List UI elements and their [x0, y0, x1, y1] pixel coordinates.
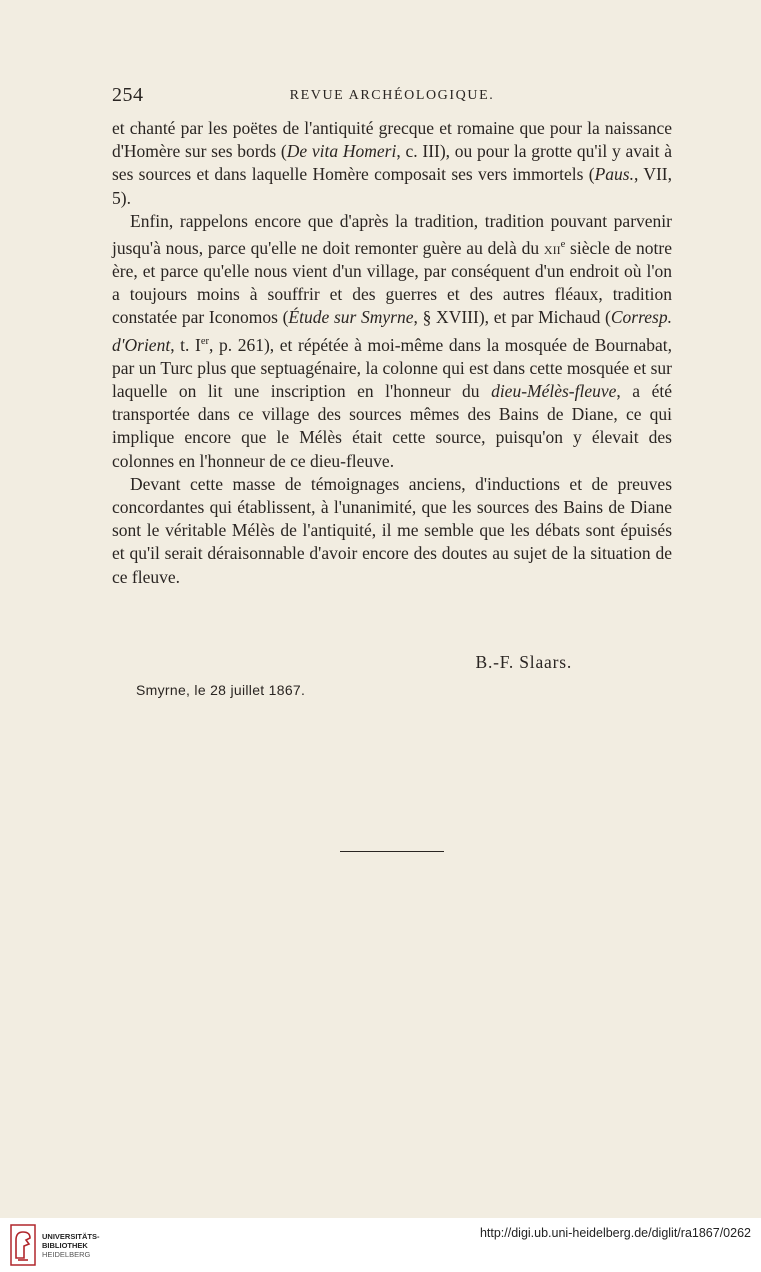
superscript: er [200, 335, 210, 347]
superscript: e [560, 239, 566, 251]
paragraph [112, 473, 672, 589]
author-signature: B.-F. Slaars. [475, 652, 572, 672]
library-name-line: UNIVERSITÄTS- [42, 1232, 100, 1241]
viewer-footer [0, 1218, 761, 1272]
italic-citation: dieu-Mélès-fleuve [491, 380, 617, 401]
text-run: siècle de notre ère, et parce qu'elle nous vient d'un village, par conséquent d'un endroit où l'on a toujours moins à souffrir et des guerres et des autres fléaux, tradition constatée par Iconomos ( [112, 237, 672, 328]
text-run: , § XVIII), et par Michaud ( [413, 307, 611, 328]
section-rule [340, 851, 444, 852]
library-city: HEIDELBERG [42, 1250, 91, 1259]
text-run: , a été transportée dans ce village des sources mêmes des Bains de Diane, ce qui implique encore que le Mélès était cette source, puisqu'on y élevait des colonnes en l'honneur de ce dieu-fleuve. [112, 380, 672, 471]
library-name-line: BIBLIOTHEK [42, 1241, 88, 1250]
small-caps-numeral: xii [543, 237, 561, 258]
paragraph [112, 117, 672, 210]
heidelberg-lion-icon[interactable] [10, 1224, 36, 1266]
text-run: et chanté par les poëtes de l'antiquité grecque et romaine que pour la naissance d'Homère sur ses bords ( [112, 118, 672, 162]
library-logo-text[interactable] [42, 1232, 100, 1259]
page-header [112, 84, 672, 110]
place-date: Smyrne, le 28 juillet 1867. [136, 682, 306, 698]
italic-citation: Étude sur Smyrne [288, 307, 414, 328]
text-run: , t. I [170, 334, 201, 355]
italic-citation: Corresp. d'Orient [112, 307, 672, 355]
italic-citation: Paus. [594, 164, 634, 185]
text-run: , p. 261), et répétée à moi-même dans la mosquée de Bournabat, par un Turc plus que septuagénaire, la colonne qui est dans cette mosquée et sur laquelle on lit une inscription en l'honneur du [112, 334, 672, 401]
text-run: , c. III), ou pour la grotte qu'il y avait à ses sources et dans laquelle Homère composait ses vers immortels ( [112, 141, 672, 185]
text-run: Enfin, rappelons encore que d'après la tradition, tradition pouvant parvenir jusqu'à nous, parce qu'elle ne doit remonter guère au delà du [112, 210, 672, 258]
italic-citation: De vita Homeri [286, 141, 397, 162]
paragraph [112, 210, 672, 473]
body-text [112, 117, 672, 589]
text-run: , VII, 5). [112, 164, 672, 208]
page-number: 254 [112, 84, 144, 106]
running-title: REVUE ARCHÉOLOGIQUE. [289, 88, 495, 103]
permalink-url[interactable]: http://digi.ub.uni-heidelberg.de/diglit/ra1867/0262 [479, 1226, 751, 1240]
text-run: Devant cette masse de témoignages anciens, d'inductions et de preuves concordantes qui établissent, à l'unanimité, que les sources des Bains de Diane sont le véritable Mélès de l'antiquité, il me semble que les débats sont épuisés et qu'il serait déraisonnable d'avoir encore des doutes au sujet de la situation de ce fleuve. [112, 473, 672, 587]
